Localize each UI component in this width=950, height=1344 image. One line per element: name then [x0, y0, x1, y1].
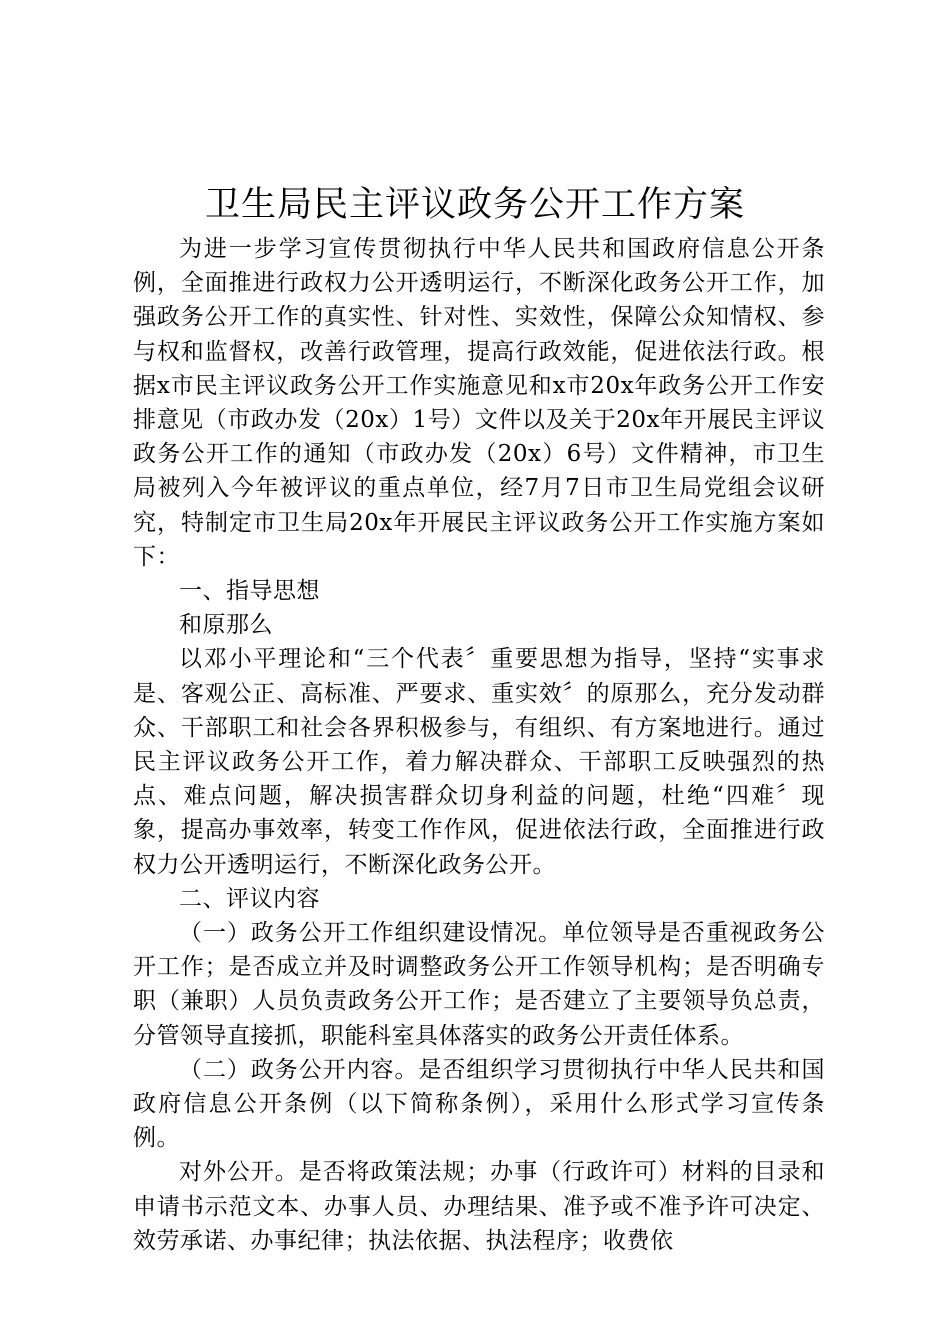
section-heading-guiding-ideology: 一、指导思想 [179, 578, 320, 605]
paragraph-external-disclosure: 对外公开。是否将政策法规；办事（行政许可）材料的目录和申请书示范文本、办事人员、办理结果、准予或不准予许可决定、效劳承诺、办事纪律；执法依据、执法程序；收费依 [133, 1159, 825, 1254]
paragraph-item-2: （二）政务公开内容。是否组织学习贯彻执行中华人民共和国政府信息公开条例（以下简称条例），采用什么形式学习宣传条例。 [133, 1056, 825, 1152]
paragraph-guiding-ideology: 以邓小平理论和“三个代表〞重要思想为指导，坚持“实事求是、客观公正、高标准、严要求、重实效〞的原那么，充分发动群众、干部职工和社会各界积极参与，有组织、有方案地进行。通过民主评议政务公开工作，着力解决群众、干部职工反映强烈的热点、难点问题，解决损害群众切身利益的问题，杜绝“四难〞现象，提高办事效率，转变工作作风，促进依法行政，全面推进行政权力公开透明运行，不断深化政务公开。 [133, 646, 825, 878]
section-heading-principles: 和原那么 [179, 612, 273, 639]
document-body [133, 232, 825, 1258]
paragraph-intro: 为进一步学习宣传贯彻执行中华人民共和国政府信息公开条例，全面推进行政权力公开透明运行，不断深化政务公开工作，加强政务公开工作的真实性、针对性、实效性，保障公众知情权、参与权和监督权，改善行政管理，提高行政效能，促进依法行政。根据x市民主评议政务公开工作实施意见和x市20x年政务公开工作安排意见（市政办发（20x）1号）文件以及关于20x年开展民主评议政务公开工作的通知（市政办发（20x）6号）文件精神，市卫生局被列入今年被评议的重点单位，经7月7日市卫生局党组会议研究，特制定市卫生局20x年开展民主评议政务公开工作实施方案如下： [133, 236, 825, 570]
document-title: 卫生局民主评议政务公开工作方案 [204, 185, 745, 225]
paragraph-item-1: （一）政务公开工作组织建设情况。单位领导是否重视政务公开工作；是否成立并及时调整政务公开工作领导机构；是否明确专职（兼职）人员负责政务公开工作；是否建立了主要领导负总责，分管领导直接抓，职能科室具体落实的政务公开责任体系。 [133, 920, 825, 1049]
section-heading-evaluation-content: 二、评议内容 [179, 885, 320, 912]
